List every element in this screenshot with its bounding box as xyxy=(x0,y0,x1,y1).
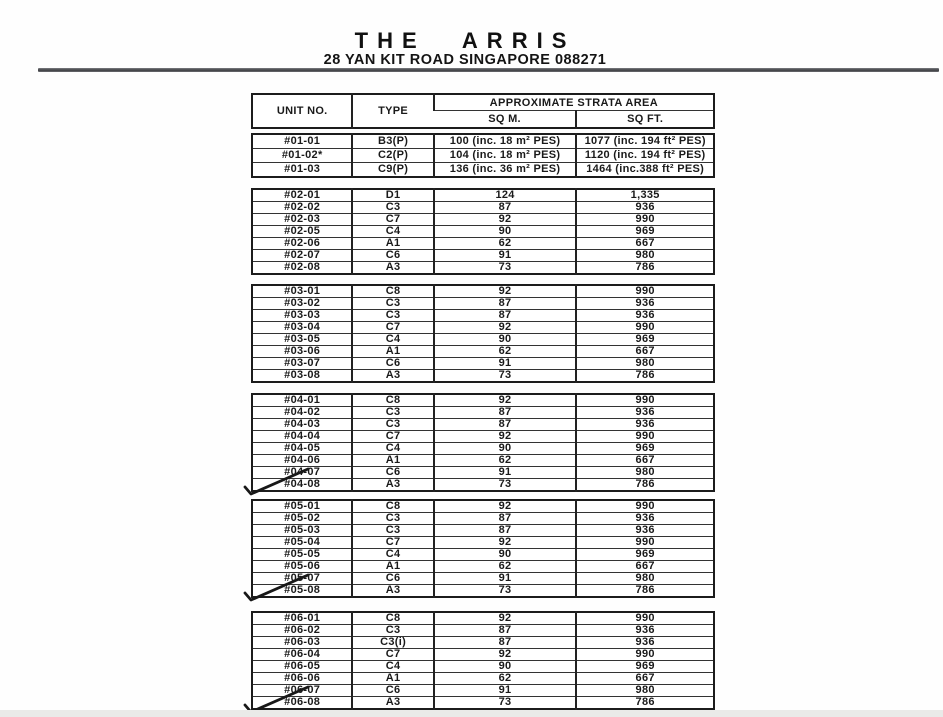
cell-sq-m: 87 xyxy=(434,525,577,537)
cell-type: C8 xyxy=(352,500,433,513)
cell-sq-m: 90 xyxy=(434,661,577,673)
cell-type: C2(P) xyxy=(352,149,433,163)
cell-type: B3(P) xyxy=(352,134,433,149)
cell-sq-m: 100 (inc. 18 m² PES) xyxy=(434,134,577,149)
cell-type: C4 xyxy=(352,334,433,346)
cell-sq-ft: 980 xyxy=(576,573,714,585)
cell-sq-m: 91 xyxy=(434,250,577,262)
cell-sq-ft: 969 xyxy=(576,226,714,238)
cell-sq-m: 73 xyxy=(434,697,577,710)
col-header-type: TYPE xyxy=(352,94,433,128)
table-row xyxy=(252,334,714,346)
table-row xyxy=(252,649,714,661)
cell-sq-m: 62 xyxy=(434,455,577,467)
table-row xyxy=(252,310,714,322)
cell-sq-m: 87 xyxy=(434,310,577,322)
cell-unit-no: #06-05 xyxy=(252,661,352,673)
table-row xyxy=(252,163,714,178)
cell-sq-m: 87 xyxy=(434,419,577,431)
cell-sq-ft: 980 xyxy=(576,685,714,697)
cell-unit-no: #03-08 xyxy=(252,370,352,383)
cell-sq-ft: 936 xyxy=(576,310,714,322)
cell-sq-ft: 936 xyxy=(576,525,714,537)
cell-sq-m: 90 xyxy=(434,334,577,346)
cell-unit-no: #06-03 xyxy=(252,637,352,649)
table-row xyxy=(252,419,714,431)
cell-sq-ft: 980 xyxy=(576,358,714,370)
cell-sq-m: 87 xyxy=(434,637,577,649)
col-header-strata-area: APPROXIMATE STRATA AREA xyxy=(434,94,714,111)
cell-type: A1 xyxy=(352,238,433,250)
table-row xyxy=(252,238,714,250)
cell-sq-m: 90 xyxy=(434,549,577,561)
unit-table xyxy=(251,188,715,275)
cell-unit-no: #03-05 xyxy=(252,334,352,346)
unit-blocks-container xyxy=(251,133,721,710)
table-row xyxy=(252,322,714,334)
table-row xyxy=(252,513,714,525)
cell-type: C3 xyxy=(352,298,433,310)
cell-type: C7 xyxy=(352,431,433,443)
cell-unit-no: #04-06 xyxy=(252,455,352,467)
cell-unit-no: #04-07 xyxy=(252,467,352,479)
cell-sq-ft: 667 xyxy=(576,561,714,573)
cell-type: A3 xyxy=(352,697,433,710)
cell-sq-ft: 1120 (inc. 194 ft² PES) xyxy=(576,149,714,163)
cell-sq-ft: 990 xyxy=(576,500,714,513)
cell-unit-no: #05-07 xyxy=(252,573,352,585)
cell-unit-no: #05-01 xyxy=(284,500,321,512)
cell-sq-ft: 969 xyxy=(576,443,714,455)
cell-sq-m: 91 xyxy=(434,358,577,370)
table-row xyxy=(252,250,714,262)
cell-unit-no: #01-03 xyxy=(252,163,352,178)
cell-sq-m: 87 xyxy=(434,407,577,419)
table-row xyxy=(252,358,714,370)
strata-area-section xyxy=(251,93,721,710)
unit-table xyxy=(251,133,715,178)
cell-sq-ft: 786 xyxy=(576,262,714,275)
cell-sq-m: 90 xyxy=(434,226,577,238)
cell-sq-ft: 990 xyxy=(576,649,714,661)
cell-sq-ft: 990 xyxy=(576,612,714,625)
cell-type: D1 xyxy=(352,189,433,202)
cell-type: C7 xyxy=(352,322,433,334)
cell-unit-no: #01-02* xyxy=(252,149,352,163)
cell-unit-no: #06-07 xyxy=(252,685,352,697)
cell-sq-ft: 667 xyxy=(576,346,714,358)
cell-sq-m: 87 xyxy=(434,298,577,310)
cell-unit-no: #04-04 xyxy=(252,431,352,443)
cell-type: C3 xyxy=(352,513,433,525)
cell-sq-ft: 990 xyxy=(576,285,714,298)
unit-table xyxy=(251,284,715,383)
table-row xyxy=(252,537,714,549)
cell-sq-ft: 936 xyxy=(576,298,714,310)
cell-unit-no: #06-04 xyxy=(252,649,352,661)
table-row xyxy=(252,285,714,298)
page-title: THE ARRIS xyxy=(354,28,576,53)
cell-sq-ft: 990 xyxy=(576,214,714,226)
table-row xyxy=(252,226,714,238)
table-row xyxy=(252,262,714,275)
cell-unit-no: #02-08 xyxy=(252,262,352,275)
cell-unit-no: #05-02 xyxy=(252,513,352,525)
floor-block-01 xyxy=(251,133,715,178)
cell-sq-ft: 990 xyxy=(576,394,714,407)
cell-sq-ft: 936 xyxy=(576,513,714,525)
scanner-edge-artifact xyxy=(0,710,943,717)
cell-sq-ft: 980 xyxy=(576,467,714,479)
cell-sq-ft: 786 xyxy=(576,697,714,710)
table-row xyxy=(252,298,714,310)
floor-block-02 xyxy=(251,188,715,275)
cell-sq-ft: 990 xyxy=(576,322,714,334)
cell-sq-m: 91 xyxy=(434,467,577,479)
table-row xyxy=(252,561,714,573)
cell-sq-m: 92 xyxy=(434,500,577,513)
cell-sq-ft: 936 xyxy=(576,202,714,214)
cell-unit-no: #02-01 xyxy=(284,189,321,201)
table-row xyxy=(252,431,714,443)
cell-type: C8 xyxy=(352,394,433,407)
cell-unit-no: #03-03 xyxy=(252,310,352,322)
page-subtitle: 28 YAN KIT ROAD SINGAPORE 088271 xyxy=(323,52,607,68)
table-row xyxy=(252,612,714,625)
cell-sq-m: 73 xyxy=(434,585,577,598)
cell-sq-m: 92 xyxy=(434,649,577,661)
cell-type: C3(i) xyxy=(352,637,433,649)
cell-type: A1 xyxy=(352,455,433,467)
table-row xyxy=(252,637,714,649)
table-row xyxy=(252,407,714,419)
cell-sq-m: 92 xyxy=(434,431,577,443)
cell-unit-no: #05-04 xyxy=(252,537,352,549)
cell-sq-m: 73 xyxy=(434,479,577,492)
cell-sq-m: 136 (inc. 36 m² PES) xyxy=(434,163,577,178)
cell-unit-no: #06-02 xyxy=(252,625,352,637)
table-row xyxy=(252,697,714,710)
header-divider-rule xyxy=(38,68,939,72)
cell-unit-no: #04-08 xyxy=(252,479,352,492)
cell-sq-m: 91 xyxy=(434,685,577,697)
cell-sq-ft: 990 xyxy=(576,431,714,443)
table-row xyxy=(252,549,714,561)
cell-type: A3 xyxy=(352,262,433,275)
cell-type: C3 xyxy=(352,625,433,637)
cell-unit-no: #02-05 xyxy=(252,226,352,238)
cell-sq-m: 92 xyxy=(434,214,577,226)
table-row xyxy=(252,202,714,214)
cell-type: C3 xyxy=(352,407,433,419)
cell-type: C6 xyxy=(352,573,433,585)
cell-type: C3 xyxy=(352,202,433,214)
cell-sq-m: 62 xyxy=(434,238,577,250)
cell-unit-no: #04-05 xyxy=(252,443,352,455)
cell-sq-m: 90 xyxy=(434,443,577,455)
cell-sq-ft: 786 xyxy=(576,370,714,383)
cell-type: C4 xyxy=(352,661,433,673)
unit-table xyxy=(251,611,715,710)
cell-type: C8 xyxy=(352,612,433,625)
cell-unit-no: #02-07 xyxy=(252,250,352,262)
cell-unit-no: #05-05 xyxy=(252,549,352,561)
cell-type: C3 xyxy=(352,419,433,431)
table-row xyxy=(252,134,714,149)
table-row xyxy=(252,443,714,455)
cell-unit-no: #06-01 xyxy=(284,612,321,624)
cell-unit-no: #05-06 xyxy=(252,561,352,573)
table-row xyxy=(252,346,714,358)
table-row xyxy=(252,585,714,598)
col-header-sq-m: SQ M. xyxy=(434,111,577,129)
cell-type: A1 xyxy=(352,346,433,358)
cell-sq-m: 62 xyxy=(434,673,577,685)
cell-type: C4 xyxy=(352,226,433,238)
cell-type: C8 xyxy=(352,285,433,298)
cell-sq-m: 92 xyxy=(434,537,577,549)
cell-type: A1 xyxy=(352,561,433,573)
cell-sq-m: 87 xyxy=(434,513,577,525)
cell-sq-m: 104 (inc. 18 m² PES) xyxy=(434,149,577,163)
cell-type: C9(P) xyxy=(352,163,433,178)
cell-unit-no: #01-01 xyxy=(284,135,321,147)
cell-unit-no: #02-06 xyxy=(252,238,352,250)
cell-type: C6 xyxy=(352,685,433,697)
cell-sq-ft: 667 xyxy=(576,238,714,250)
table-row xyxy=(252,149,714,163)
cell-type: A1 xyxy=(352,673,433,685)
cell-unit-no: #05-03 xyxy=(252,525,352,537)
cell-sq-ft: 936 xyxy=(576,637,714,649)
cell-type: C4 xyxy=(352,443,433,455)
table-row xyxy=(252,479,714,492)
table-row xyxy=(252,189,714,202)
cell-type: C6 xyxy=(352,250,433,262)
cell-unit-no: #02-02 xyxy=(252,202,352,214)
cell-unit-no: #03-01 xyxy=(284,285,321,297)
cell-sq-ft: 936 xyxy=(576,407,714,419)
cell-sq-ft: 667 xyxy=(576,673,714,685)
cell-sq-ft: 969 xyxy=(576,661,714,673)
floor-block-06 xyxy=(251,611,715,710)
col-header-sq-ft: SQ FT. xyxy=(576,111,714,129)
table-row xyxy=(252,500,714,513)
unit-table xyxy=(251,499,715,598)
floor-block-05 xyxy=(251,499,715,598)
cell-sq-m: 73 xyxy=(434,262,577,275)
floor-block-03 xyxy=(251,284,715,383)
cell-sq-ft: 786 xyxy=(576,585,714,598)
cell-sq-ft: 1,335 xyxy=(576,189,714,202)
cell-type: C6 xyxy=(352,358,433,370)
cell-unit-no: #04-03 xyxy=(252,419,352,431)
col-header-unit-no: UNIT NO. xyxy=(276,105,328,117)
table-row xyxy=(252,370,714,383)
table-row xyxy=(252,625,714,637)
cell-sq-ft: 990 xyxy=(576,537,714,549)
cell-unit-no: #03-07 xyxy=(252,358,352,370)
cell-sq-m: 91 xyxy=(434,573,577,585)
unit-table xyxy=(251,393,715,492)
cell-type: C7 xyxy=(352,649,433,661)
cell-sq-m: 92 xyxy=(434,394,577,407)
header-row-1 xyxy=(252,94,714,111)
cell-sq-ft: 969 xyxy=(576,549,714,561)
cell-type: C7 xyxy=(352,214,433,226)
cell-sq-m: 62 xyxy=(434,561,577,573)
table-row xyxy=(252,573,714,585)
table-row xyxy=(252,673,714,685)
table-row xyxy=(252,525,714,537)
table-row xyxy=(252,467,714,479)
cell-unit-no: #04-01 xyxy=(284,394,321,406)
cell-sq-m: 73 xyxy=(434,370,577,383)
table-row xyxy=(252,455,714,467)
cell-type: A3 xyxy=(352,479,433,492)
table-row xyxy=(252,661,714,673)
cell-unit-no: #06-08 xyxy=(252,697,352,710)
cell-unit-no: #02-03 xyxy=(252,214,352,226)
cell-sq-m: 62 xyxy=(434,346,577,358)
cell-unit-no: #05-08 xyxy=(252,585,352,598)
cell-type: C3 xyxy=(352,310,433,322)
cell-unit-no: #03-02 xyxy=(252,298,352,310)
cell-type: A3 xyxy=(352,370,433,383)
cell-sq-ft: 667 xyxy=(576,455,714,467)
cell-unit-no: #06-06 xyxy=(252,673,352,685)
cell-sq-m: 87 xyxy=(434,625,577,637)
cell-type: C7 xyxy=(352,537,433,549)
table-row xyxy=(252,685,714,697)
cell-sq-m: 92 xyxy=(434,285,577,298)
cell-type: C6 xyxy=(352,467,433,479)
cell-sq-ft: 1464 (inc.388 ft² PES) xyxy=(576,163,714,178)
cell-unit-no: #03-06 xyxy=(252,346,352,358)
cell-sq-ft: 936 xyxy=(576,625,714,637)
strata-table-header xyxy=(251,93,715,129)
table-row xyxy=(252,214,714,226)
cell-sq-m: 92 xyxy=(434,612,577,625)
cell-sq-ft: 786 xyxy=(576,479,714,492)
cell-sq-ft: 936 xyxy=(576,419,714,431)
cell-unit-no: #04-02 xyxy=(252,407,352,419)
floor-block-04 xyxy=(251,393,715,492)
cell-sq-m: 92 xyxy=(434,322,577,334)
table-row xyxy=(252,394,714,407)
cell-unit-no: #03-04 xyxy=(252,322,352,334)
cell-sq-ft: 969 xyxy=(576,334,714,346)
cell-type: A3 xyxy=(352,585,433,598)
cell-type: C4 xyxy=(352,549,433,561)
cell-sq-m: 87 xyxy=(434,202,577,214)
cell-sq-ft: 1077 (inc. 194 ft² PES) xyxy=(576,134,714,149)
cell-type: C3 xyxy=(352,525,433,537)
cell-sq-ft: 980 xyxy=(576,250,714,262)
cell-sq-m: 124 xyxy=(434,189,577,202)
